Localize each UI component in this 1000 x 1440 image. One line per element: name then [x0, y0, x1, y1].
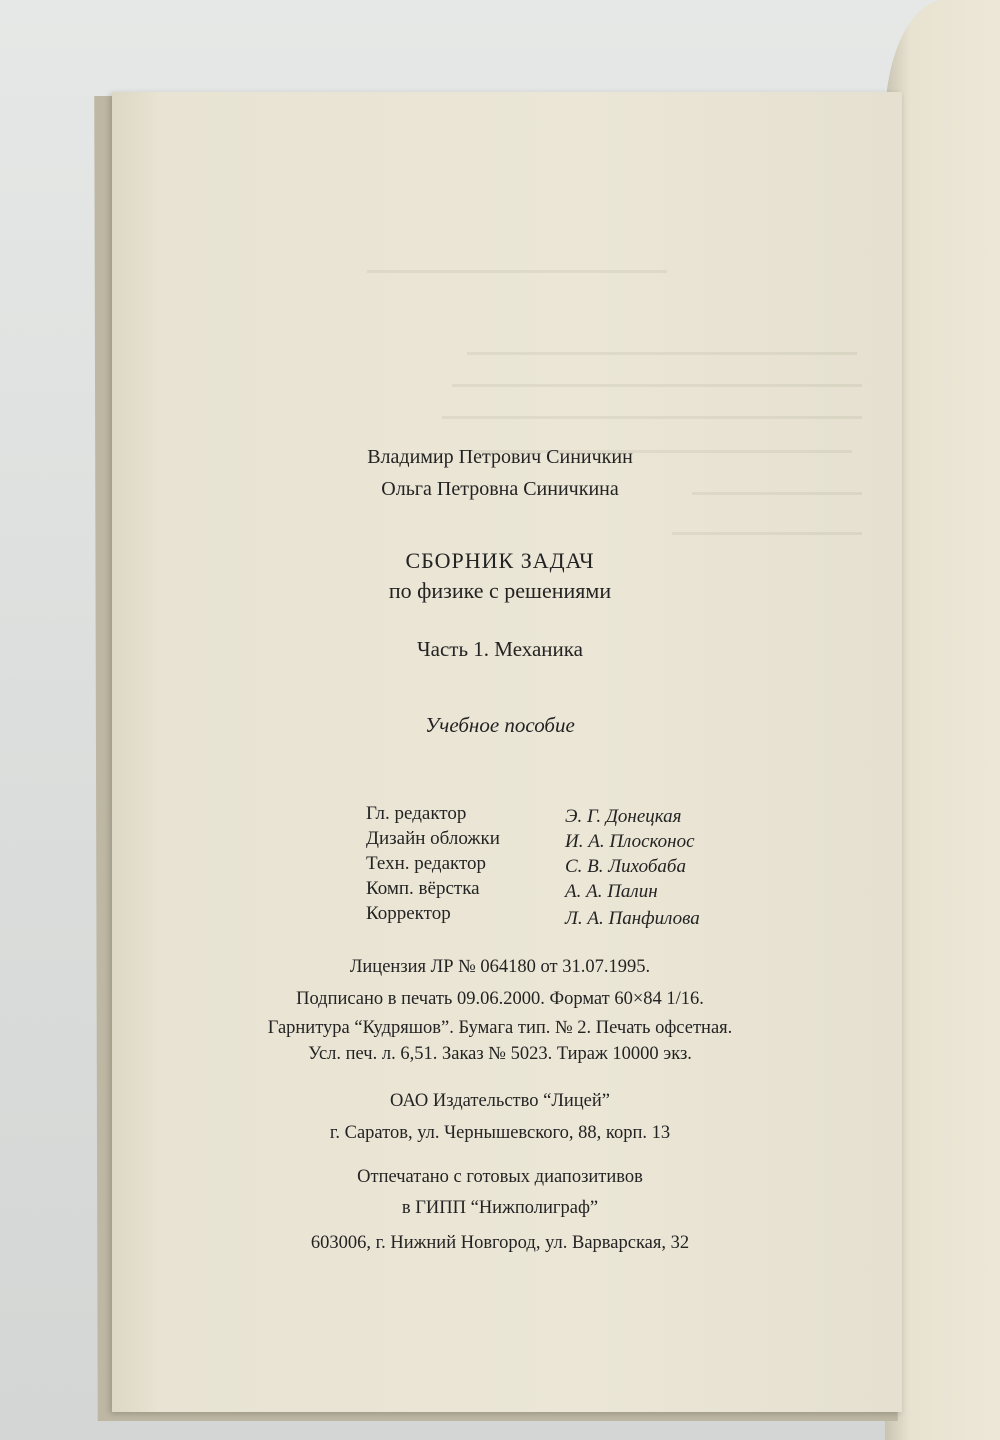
- publisher-address: г. Саратов, ул. Чернышевского, 88, корп. 13: [329, 1123, 671, 1143]
- license-line: Лицензия ЛР № 064180 от 31.07.1995.: [349, 957, 651, 977]
- book-title: СБОРНИК ЗАДАЧ: [405, 548, 595, 573]
- book-subtitle: по физике с решениями: [388, 578, 612, 603]
- book-part: Часть 1. Механика: [417, 637, 583, 661]
- credit-name: Э. Г. Донецкая: [565, 806, 682, 827]
- print-detail-line: Подписано в печать 09.06.2000. Формат 60×84 1/16.: [296, 989, 704, 1009]
- credit-name: Л. А. Панфилова: [565, 908, 700, 929]
- author-2: Ольга Петровна Синичкина: [381, 478, 619, 500]
- credit-name: А. А. Палин: [565, 881, 658, 902]
- publisher-name: ОАО Издательство “Лицей”: [390, 1091, 610, 1111]
- credit-role: Корректор: [366, 903, 451, 924]
- printer-line: Отпечатано с готовых диапозитивов: [357, 1167, 643, 1187]
- printer-line: в ГИПП “Нижполиграф”: [401, 1198, 599, 1218]
- printer-address: 603006, г. Нижний Новгород, ул. Варварская, 32: [310, 1233, 690, 1253]
- credit-role: Комп. вёрстка: [366, 878, 480, 899]
- credit-role: Техн. редактор: [366, 853, 487, 874]
- credit-role: Гл. редактор: [366, 803, 467, 824]
- print-detail-line: Усл. печ. л. 6,51. Заказ № 5023. Тираж 10000 экз.: [308, 1044, 692, 1064]
- credit-name: И. А. Плосконос: [565, 831, 695, 852]
- credit-name: С. В. Лихобаба: [565, 856, 686, 877]
- credit-role: Дизайн обложки: [366, 828, 500, 849]
- author-1: Владимир Петрович Синичкин: [367, 446, 633, 468]
- book-type: Учебное пособие: [425, 713, 575, 737]
- print-detail-line: Гарнитура “Кудряшов”. Бумага тип. № 2. Печать офсетная.: [267, 1018, 733, 1038]
